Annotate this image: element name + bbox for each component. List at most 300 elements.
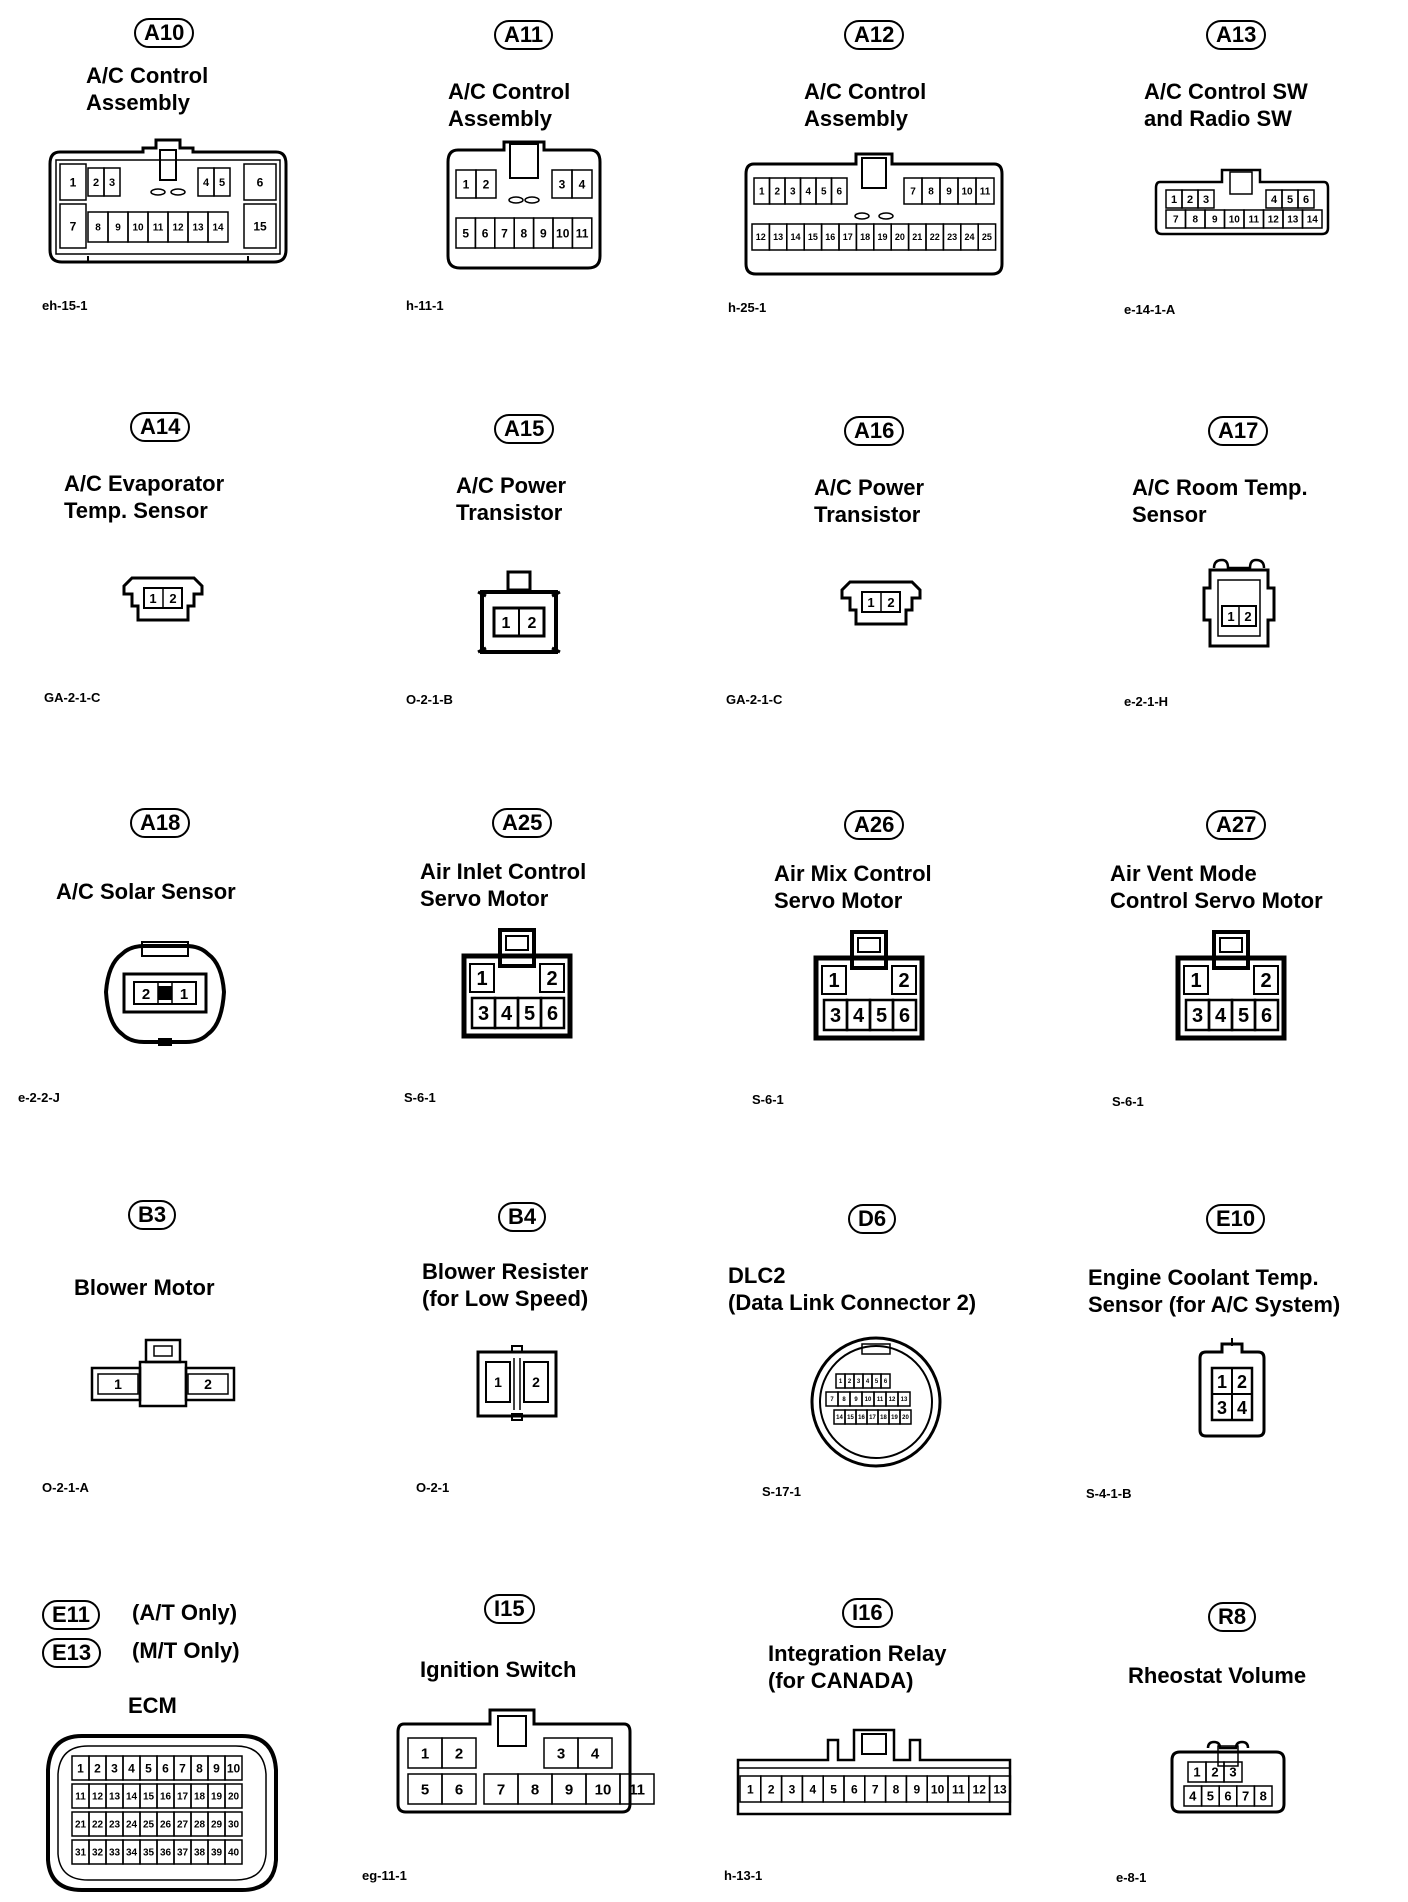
pin-1 [456,170,476,198]
svg-text:11: 11 [952,1782,965,1797]
pin-4 [572,170,592,198]
pin-5 [408,1774,442,1804]
connector-i16 [704,1580,1056,1902]
svg-text:7: 7 [69,219,77,234]
svg-text:22: 22 [91,1819,104,1831]
pin-1 [822,966,846,994]
pin-1: 1 [501,615,511,632]
pin-12 [89,1784,106,1808]
connector-title: Blower Resister (for Low Speed) [422,1259,589,1311]
connector-a13-diagram [1152,168,1332,248]
svg-text:5: 5 [874,1379,879,1386]
svg-text:5: 5 [1206,1788,1215,1804]
svg-text:8: 8 [520,226,528,241]
pin-34 [123,1840,140,1864]
pin-5 [872,1374,881,1388]
connector-title: A/C Control Assembly [448,79,571,131]
pin-5 [1282,190,1298,208]
svg-text:11: 11 [629,1781,645,1799]
connector-r8 [1056,1580,1408,1902]
svg-text:9: 9 [213,1761,220,1776]
pin-9 [208,1756,225,1780]
connector-ref: S-6-1 [1112,1094,1144,1109]
svg-text:7: 7 [910,186,916,198]
svg-text:5: 5 [1286,193,1294,206]
svg-text:35: 35 [142,1847,155,1859]
pin-9 [534,218,553,248]
svg-text:3: 3 [789,186,796,198]
connector-title: Air Vent Mode Control Servo Motor [1110,861,1323,913]
svg-text:8: 8 [1192,214,1199,226]
pin-19 [889,1410,900,1424]
pin-4 [1184,1786,1202,1806]
connector-code-2: E13 [42,1638,101,1668]
svg-text:16: 16 [825,232,836,243]
pin-7 [174,1756,191,1780]
pin-2: 2 [1244,609,1252,624]
svg-text:2: 2 [94,1761,101,1776]
connector-e11-diagram [42,1730,282,1896]
svg-text:3: 3 [788,1782,796,1797]
svg-text:8: 8 [892,1782,900,1797]
pin-19 [874,224,891,250]
pin-7 [1166,210,1186,228]
svg-text:2: 2 [546,968,558,990]
svg-text:1: 1 [420,1745,430,1763]
svg-text:10: 10 [1228,214,1240,226]
pin-6 [893,1000,916,1030]
pin-1: 1 [1227,609,1235,624]
svg-text:15: 15 [253,219,267,234]
svg-text:40: 40 [227,1847,240,1859]
connector-a12 [704,0,1056,380]
connector-b4-diagram [472,1344,562,1424]
pin-9 [940,178,958,204]
pin-12 [752,224,769,250]
pin-2: 2 [141,986,151,1003]
pin-7 [484,1774,518,1804]
pin-8 [191,1756,208,1780]
svg-text:14: 14 [1306,214,1318,226]
svg-text:9: 9 [115,222,121,234]
pin-2: 2 [1236,1372,1248,1392]
svg-text:5: 5 [420,1781,430,1799]
pin-1 [836,1374,845,1388]
connector-ref: S-4-1-B [1086,1486,1132,1501]
pin-6 [541,998,564,1028]
connector-ref: e-8-1 [1116,1870,1147,1885]
pin-1 [1184,966,1208,994]
pin-7 [904,178,922,204]
svg-text:4: 4 [809,1782,817,1797]
connector-ref: O-2-1 [416,1480,450,1495]
svg-text:5: 5 [218,176,226,189]
pin-3 [544,1738,578,1768]
svg-text:11: 11 [575,226,589,241]
pin-2 [845,1374,854,1388]
pin-1 [60,164,86,200]
connector-title: A/C Power Transistor [814,475,925,527]
pin-4 [1209,1000,1232,1030]
svg-text:7: 7 [1241,1788,1250,1804]
svg-text:33: 33 [108,1847,121,1859]
pin-29 [208,1812,225,1836]
pin-14 [1303,210,1323,228]
pin-19 [208,1784,225,1808]
pin-17 [839,224,856,250]
pin-2 [89,1756,106,1780]
svg-text:6: 6 [162,1761,169,1776]
connector-a26-diagram [804,928,934,1048]
svg-text:14: 14 [212,222,224,234]
svg-text:20: 20 [227,1791,240,1803]
connector-ref: h-25-1 [728,300,767,315]
svg-text:13: 13 [1287,214,1299,226]
svg-text:3: 3 [856,1379,861,1386]
svg-text:28: 28 [193,1819,206,1831]
svg-text:1: 1 [69,175,77,190]
svg-text:4: 4 [590,1745,600,1763]
svg-text:18: 18 [880,1415,887,1422]
svg-text:7: 7 [179,1761,186,1776]
pin-6 [832,178,848,204]
pin-2: 2 [532,1374,540,1390]
svg-text:17: 17 [176,1791,189,1803]
svg-text:23: 23 [947,232,958,243]
svg-text:4: 4 [1214,1005,1227,1027]
svg-text:11: 11 [979,186,991,198]
pin-14 [123,1784,140,1808]
pin-1: 1 [114,1376,122,1392]
svg-text:10: 10 [594,1781,612,1799]
connector-code: A17 [1208,416,1268,446]
svg-text:14: 14 [125,1791,138,1803]
pin-3 [1224,1762,1242,1782]
connector-ref: eg-11-1 [362,1868,407,1883]
svg-text:7: 7 [1172,214,1179,226]
svg-text:2: 2 [1211,1764,1219,1780]
connector-ref: O-2-1-B [406,692,453,707]
svg-text:13: 13 [108,1791,121,1803]
svg-text:13: 13 [900,1397,908,1404]
connector-b4 [352,1190,704,1570]
connector-code: A18 [130,808,190,838]
pin-11 [148,212,168,242]
svg-text:15: 15 [807,232,818,243]
pin-1: 1 [494,1374,502,1390]
pin-21 [909,224,926,250]
pin-10 [1225,210,1245,228]
svg-text:9: 9 [946,186,952,198]
pin-28 [191,1812,208,1836]
svg-text:8: 8 [842,1397,846,1404]
connector-code: I15 [484,1594,535,1624]
pin-18 [856,224,873,250]
svg-text:9: 9 [564,1781,574,1799]
svg-text:11: 11 [1248,214,1260,226]
svg-text:10: 10 [226,1761,241,1776]
connector-ref: O-2-1-A [42,1480,89,1495]
svg-text:23: 23 [108,1819,121,1831]
svg-text:3: 3 [829,1005,842,1027]
svg-text:7: 7 [501,226,508,241]
svg-text:38: 38 [193,1847,206,1859]
connector-a10-diagram [48,140,288,270]
pin-6 [1298,190,1314,208]
svg-text:6: 6 [1302,193,1310,206]
pin-5 [870,1000,893,1030]
svg-text:1: 1 [1190,970,1202,992]
pin-11 [976,178,994,204]
svg-text:6: 6 [836,186,843,198]
pin-6 [1219,1786,1237,1806]
pin-2 [1206,1762,1224,1782]
connector-ref: S-6-1 [752,1092,784,1107]
pin-9 [552,1774,586,1804]
svg-text:10: 10 [961,186,973,198]
pin-3 [854,1374,863,1388]
pin-21 [72,1812,89,1836]
pin-1: 1 [149,591,157,606]
connector-a27 [1056,800,1408,1180]
connector-title: Rheostat Volume [1128,1663,1307,1688]
pin-24 [123,1812,140,1836]
pin-8 [886,1776,907,1802]
svg-text:3: 3 [108,176,116,189]
svg-text:18: 18 [193,1791,206,1803]
pin-2 [770,178,786,204]
svg-text:2: 2 [92,176,100,189]
svg-text:12: 12 [172,222,184,234]
svg-text:5: 5 [820,186,827,198]
connector-title: A/C Room Temp. Sensor [1132,475,1308,527]
connector-a18-diagram [100,942,230,1046]
svg-text:8: 8 [95,222,101,234]
svg-text:12: 12 [888,1397,896,1404]
svg-text:19: 19 [877,232,888,243]
pin-15 [804,224,821,250]
pin-6 [244,164,276,200]
pin-11 [72,1784,89,1808]
svg-text:25: 25 [142,1819,155,1831]
pin-17 [867,1410,878,1424]
connector-ref: GA-2-1-C [726,692,783,707]
svg-text:5: 5 [523,1003,536,1025]
svg-text:37: 37 [176,1847,189,1859]
svg-text:4: 4 [865,1379,870,1386]
connector-a13 [1056,0,1408,380]
svg-text:4: 4 [500,1003,513,1025]
pin-4 [802,1776,823,1802]
pin-1 [754,178,770,204]
connector-a11 [352,0,704,380]
pin-40 [225,1840,242,1864]
pin-2 [476,170,496,198]
connector-a18 [0,800,352,1180]
svg-text:10: 10 [132,222,144,234]
svg-text:1: 1 [77,1761,84,1776]
svg-text:8: 8 [530,1781,540,1799]
pin-1 [470,964,494,992]
svg-text:24: 24 [125,1819,138,1831]
pin-3 [1198,190,1214,208]
connector-code: A15 [494,414,554,444]
pin-25 [978,224,995,250]
pin-row-top [822,966,916,994]
svg-text:25: 25 [981,232,992,243]
pin-6 [844,1776,865,1802]
connector-title: DLC2 (Data Link Connector 2) [728,1263,977,1315]
pin-14 [834,1410,845,1424]
svg-text:10: 10 [864,1397,872,1404]
pin-1: 1 [867,595,875,610]
svg-text:24: 24 [964,232,975,243]
pin-15 [140,1784,157,1808]
connector-a14 [0,400,352,780]
pin-10 [128,212,148,242]
svg-text:20: 20 [894,232,905,243]
pin-2: 2 [527,615,537,632]
svg-text:5: 5 [830,1782,837,1797]
connector-d6-diagram [808,1334,944,1470]
svg-text:1: 1 [1170,193,1178,206]
pin-15 [244,204,276,248]
pin-8 [514,218,533,248]
connector-ref: e-14-1-A [1124,302,1176,317]
svg-text:1: 1 [838,1379,843,1386]
svg-text:6: 6 [851,1782,858,1797]
svg-text:6: 6 [883,1379,888,1386]
pin-12 [969,1776,990,1802]
pin-9 [906,1776,927,1802]
svg-text:11: 11 [75,1791,86,1803]
pin-9 [850,1392,862,1406]
connector-title: Blower Motor [74,1275,215,1300]
svg-text:20: 20 [902,1415,909,1422]
pin-13 [1283,210,1303,228]
pin-20 [891,224,908,250]
svg-text:26: 26 [159,1819,172,1831]
connector-code: E11 [42,1600,100,1630]
connector-a17 [1056,400,1408,780]
svg-text:8: 8 [196,1761,203,1776]
svg-text:22: 22 [929,232,940,243]
pin-1 [740,1776,761,1802]
svg-text:36: 36 [159,1847,172,1859]
svg-text:4: 4 [128,1761,135,1776]
pin-14 [208,212,228,242]
pin-7 [1237,1786,1255,1806]
svg-text:7: 7 [871,1782,879,1797]
pin-1: 1 [1216,1372,1228,1392]
svg-text:14: 14 [836,1415,843,1422]
pin-2 [1254,966,1278,994]
pin-24 [961,224,978,250]
pin-1 [72,1756,89,1780]
svg-text:16: 16 [858,1415,865,1422]
connector-a14-diagram [118,572,208,628]
svg-text:2: 2 [1260,970,1272,992]
pin-2: 2 [887,595,895,610]
connector-code: R8 [1208,1602,1256,1632]
pin-33 [106,1840,123,1864]
pin-4 [863,1374,872,1388]
pin-4 [495,998,518,1028]
pin-35 [140,1840,157,1864]
pin-13 [990,1776,1011,1802]
pin-3 [782,1776,803,1802]
connector-b3 [0,1190,352,1570]
svg-text:12: 12 [1267,214,1279,226]
pin-8 [1254,1786,1272,1806]
pin-10 [927,1776,948,1802]
svg-text:5: 5 [1237,1005,1250,1027]
svg-text:17: 17 [869,1415,876,1422]
pin-13 [106,1784,123,1808]
pin-3 [552,170,572,198]
pin-9 [1205,210,1225,228]
svg-text:4: 4 [1189,1788,1197,1804]
connector-code: A12 [844,20,904,50]
pin-11 [948,1776,969,1802]
svg-text:12: 12 [755,232,766,243]
connector-a15 [352,400,704,780]
svg-text:1: 1 [476,968,488,990]
pin-11 [874,1392,886,1406]
pin-22 [926,224,943,250]
pin-7 [826,1392,838,1406]
svg-text:34: 34 [125,1847,138,1859]
pin-10 [586,1774,620,1804]
connector-ref: e-2-1-H [1124,694,1169,709]
pin-5 [456,218,475,248]
svg-text:13: 13 [192,222,204,234]
pin-5 [214,168,230,196]
pin-16 [157,1784,174,1808]
svg-text:4: 4 [1270,193,1278,206]
pin-8 [922,178,940,204]
connector-d6 [704,1190,1056,1570]
svg-text:3: 3 [1191,1005,1204,1027]
svg-text:13: 13 [773,232,784,243]
connector-title: A/C Evaporator Temp. Sensor [64,471,225,523]
connector-a26 [704,800,1056,1180]
connector-title: A/C Power Transistor [456,473,567,525]
connector-code: A27 [1206,810,1266,840]
connector-code: I16 [842,1598,893,1628]
connector-code: D6 [848,1204,896,1234]
svg-text:15: 15 [142,1791,155,1803]
pin-11 [572,218,591,248]
connector-b3-diagram [88,1336,238,1412]
connector-title: A/C Control Assembly [86,63,209,115]
pin-1: 1 [179,986,189,1003]
pin-2: 2 [169,591,177,606]
pin-8 [838,1392,850,1406]
pin-1 [408,1738,442,1768]
pin-12 [168,212,188,242]
pin-3 [104,168,120,196]
pin-12 [886,1392,898,1406]
pin-36 [157,1840,174,1864]
connector-code: A11 [494,20,553,50]
pin-30 [225,1812,242,1836]
svg-text:16: 16 [159,1791,172,1803]
pin-18 [191,1784,208,1808]
pin-37 [174,1840,191,1864]
connector-title: A/C Solar Sensor [56,879,236,904]
connector-code: A14 [130,412,190,442]
